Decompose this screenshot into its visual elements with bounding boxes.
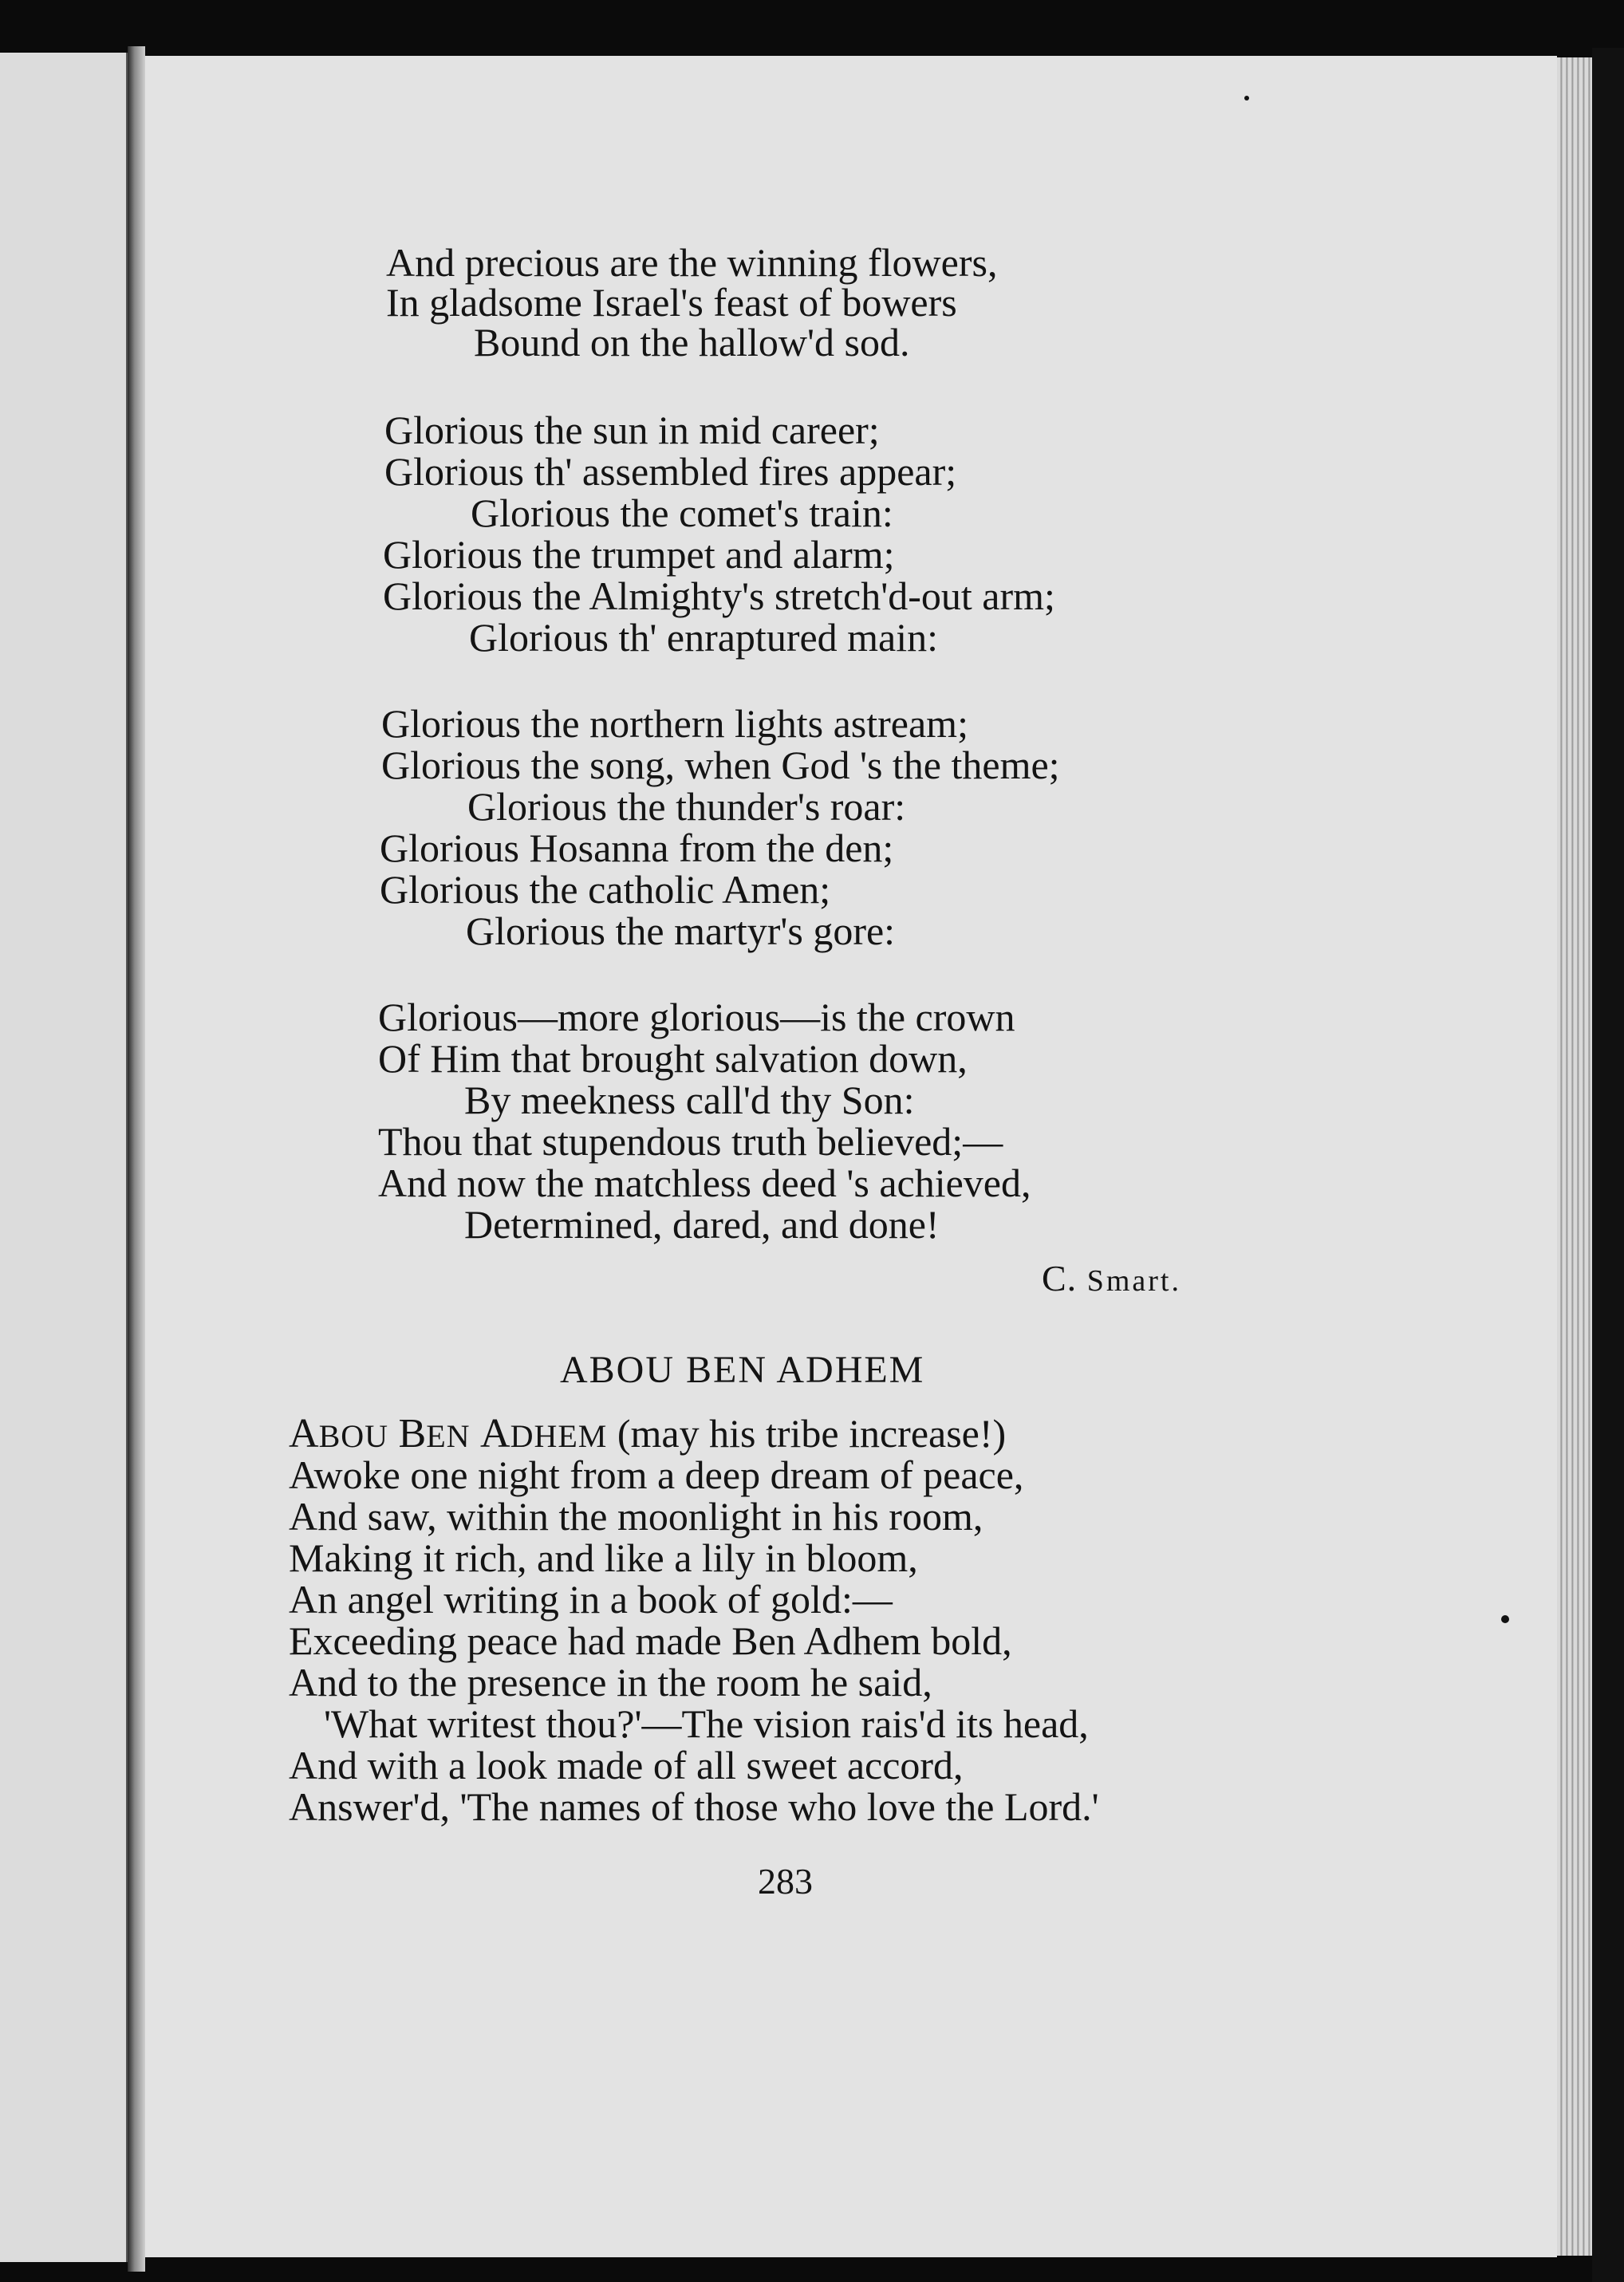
verse-line: By meekness call'd thy Son: bbox=[464, 1078, 915, 1122]
first-line-rest: (may his tribe increase!) bbox=[617, 1411, 1007, 1456]
poem-title: ABOU BEN ADHEM bbox=[560, 1349, 925, 1391]
verse-line: Glorious the catholic Amen; bbox=[380, 867, 831, 912]
verse-line: An angel writing in a book of gold:— bbox=[289, 1577, 893, 1622]
facing-page-edge bbox=[0, 53, 132, 2262]
verse-line: In gladsome Israel's feast of bowers bbox=[386, 280, 957, 325]
verse-line: And saw, within the moonlight in his room, bbox=[289, 1494, 983, 1539]
verse-line-first bbox=[289, 1412, 1006, 1458]
smallcaps-word: ABOU bbox=[289, 1411, 389, 1456]
page-speck bbox=[1244, 96, 1249, 101]
smallcaps-word: BEN bbox=[398, 1411, 471, 1456]
verse-line: Glorious the sun in mid career; bbox=[384, 408, 880, 452]
scan-border bbox=[1592, 48, 1624, 2282]
verse-line: Glorious the northern lights astream; bbox=[381, 701, 968, 746]
poem-attribution bbox=[1042, 1257, 1181, 1299]
smallcaps-word: ADHEM bbox=[480, 1411, 608, 1456]
verse-line: Of Him that brought salvation down, bbox=[378, 1036, 968, 1081]
verse-line: Glorious the martyr's gore: bbox=[466, 908, 896, 953]
verse-line: 'What writest thou?'—The vision rais'd its head, bbox=[324, 1701, 1089, 1746]
verse-line: And precious are the winning flowers, bbox=[386, 240, 998, 285]
verse-line: Making it rich, and like a lily in bloom, bbox=[289, 1535, 918, 1580]
verse-line: Bound on the hallow'd sod. bbox=[474, 320, 910, 365]
verse-line: Glorious the song, when God 's the theme; bbox=[381, 743, 1060, 787]
book-page bbox=[145, 56, 1557, 2257]
verse-line: Glorious—more glorious—is the crown bbox=[378, 995, 1015, 1039]
verse-line: Thou that stupendous truth believed;— bbox=[378, 1119, 1003, 1164]
verse-line: Awoke one night from a deep dream of peace, bbox=[289, 1452, 1024, 1497]
attribution-name: Smart. bbox=[1086, 1264, 1181, 1298]
page-number: 283 bbox=[758, 1861, 813, 1902]
verse-line: Glorious Hosanna from the den; bbox=[380, 826, 894, 870]
page-speck bbox=[1501, 1615, 1509, 1623]
book-gutter bbox=[128, 46, 145, 2272]
verse-line: And to the presence in the room he said, bbox=[289, 1660, 932, 1705]
verse-line: Glorious the trumpet and alarm; bbox=[383, 532, 895, 577]
verse-line: Exceeding peace had made Ben Adhem bold, bbox=[289, 1618, 1012, 1663]
attribution-initial: C. bbox=[1042, 1258, 1078, 1299]
verse-line: And with a look made of all sweet accord, bbox=[289, 1743, 964, 1787]
page-stack-edge bbox=[1557, 57, 1592, 2256]
verse-line: Glorious the comet's train: bbox=[471, 491, 893, 535]
verse-line: Determined, dared, and done! bbox=[464, 1202, 940, 1247]
verse-line: Glorious the Almighty's stretch'd-out arm; bbox=[383, 573, 1055, 618]
verse-line: Glorious th' enraptured main: bbox=[469, 615, 939, 660]
verse-line: And now the matchless deed 's achieved, bbox=[378, 1161, 1031, 1205]
verse-line: Answer'd, 'The names of those who love the Lord.' bbox=[289, 1784, 1099, 1829]
verse-line: Glorious th' assembled fires appear; bbox=[384, 449, 957, 494]
verse-line: Glorious the thunder's roar: bbox=[467, 784, 906, 829]
